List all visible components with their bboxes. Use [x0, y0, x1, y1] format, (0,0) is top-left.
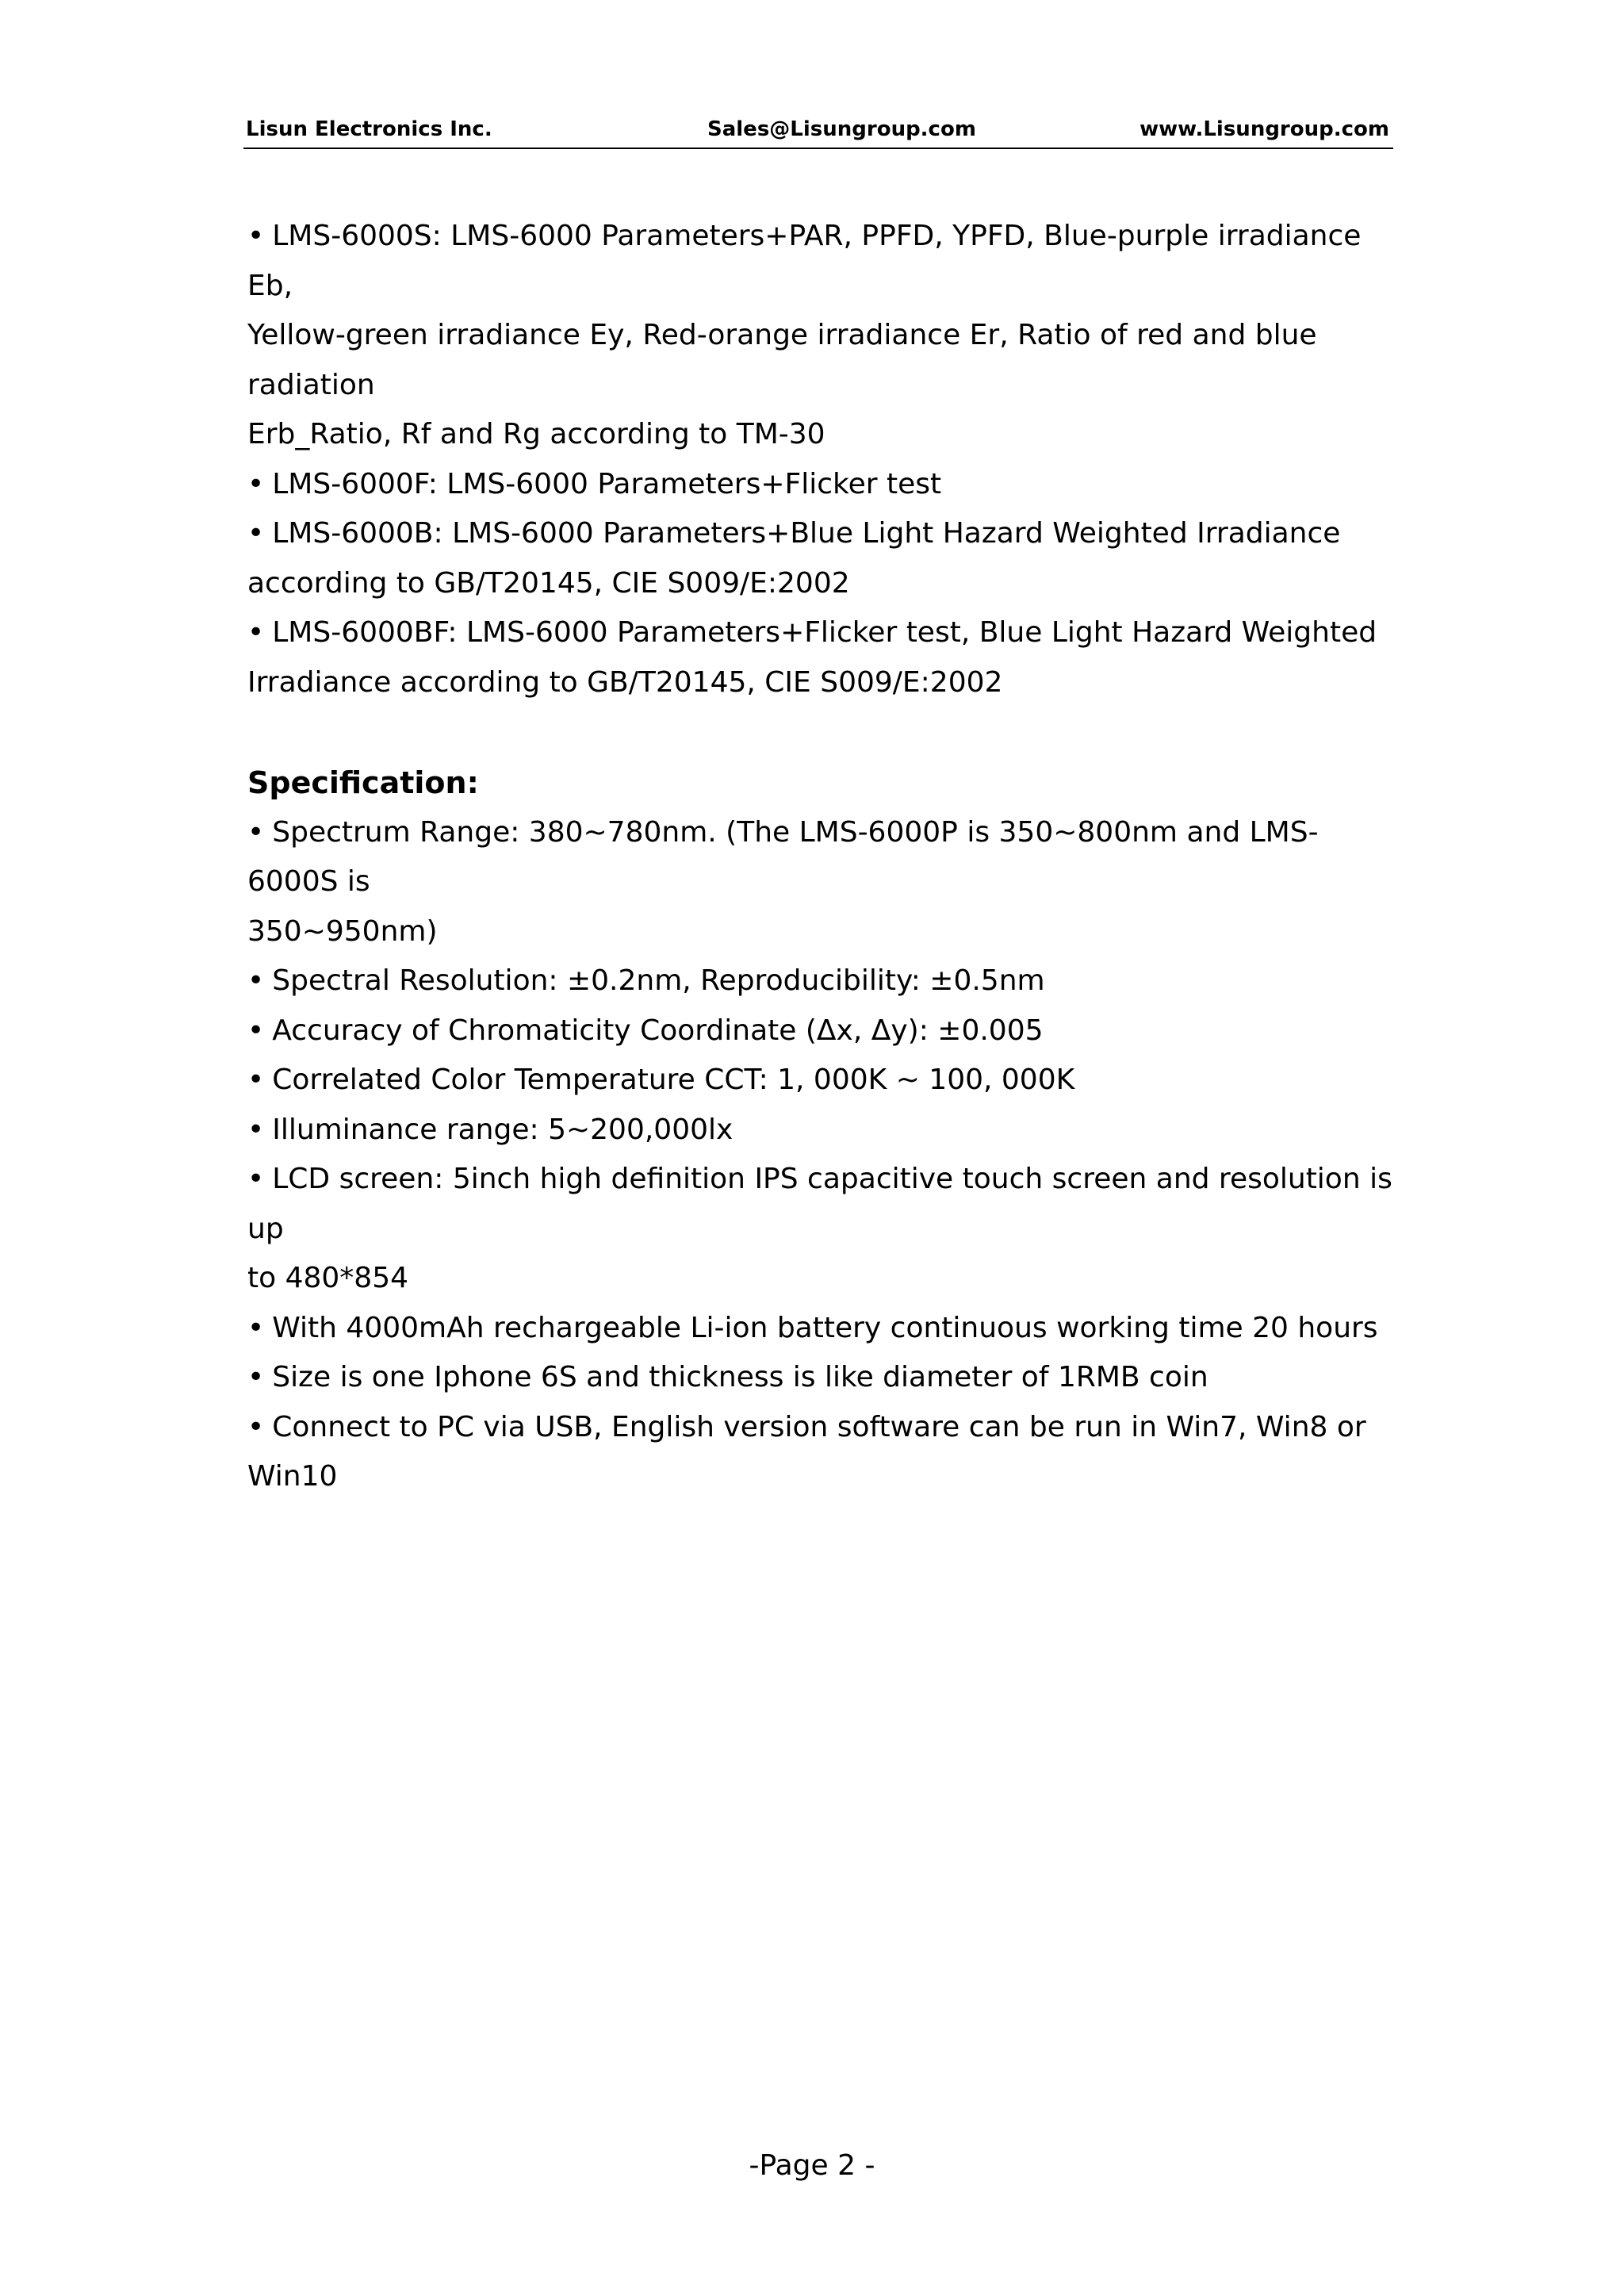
spec-item-lcd-screen — [247, 1155, 1396, 1304]
bullet: • — [247, 467, 265, 500]
text-line — [247, 1056, 1396, 1106]
model-list — [247, 212, 1396, 707]
specification-heading: Specification: — [247, 765, 479, 800]
model-item-lms-6000bf — [247, 608, 1396, 707]
spec-item-size — [247, 1353, 1396, 1403]
bullet: • — [247, 964, 265, 997]
text-line: 350~950nm) — [247, 914, 438, 948]
line-text: Accuracy of Chromaticity Coordinate (Δx, Δy): ±0.005 — [272, 1014, 1044, 1047]
text-line — [247, 1006, 1396, 1056]
specification-section — [247, 758, 1396, 1502]
text-line — [247, 956, 1396, 1006]
text-line — [247, 608, 1396, 658]
text-line: Win10 — [247, 1460, 338, 1493]
spec-item-cct — [247, 1056, 1396, 1106]
text-line — [247, 509, 1396, 559]
spec-item-chromaticity-accuracy — [247, 1006, 1396, 1056]
bullet: • — [247, 616, 265, 649]
bullet: • — [247, 1410, 265, 1443]
text-line — [247, 1304, 1396, 1354]
line-text: LCD screen: 5inch high definition IPS capacitive touch screen and resolution is up — [247, 1163, 1392, 1245]
bullet: • — [247, 1014, 265, 1047]
text-line — [247, 1106, 1396, 1156]
line-text: LMS-6000F: LMS-6000 Parameters+Flicker test — [272, 467, 942, 500]
text-line: according to GB/T20145, CIE S009/E:2002 — [247, 566, 850, 600]
spec-item-spectrum-range — [247, 808, 1396, 957]
line-text: LMS-6000BF: LMS-6000 Parameters+Flicker test, Blue Light Hazard Weighted — [272, 616, 1377, 649]
line-text: With 4000mAh rechargeable Li-ion battery continuous working time 20 hours — [272, 1311, 1378, 1344]
line-text: Spectral Resolution: ±0.2nm, Reproducibility: ±0.5nm — [272, 964, 1045, 997]
spec-item-illuminance-range — [247, 1106, 1396, 1156]
text-line — [247, 1155, 1396, 1254]
page-header — [243, 116, 1393, 149]
text-line: Irradiance according to GB/T20145, CIE S009/E:2002 — [247, 665, 1003, 699]
line-text: LMS-6000S: LMS-6000 Parameters+PAR, PPFD, YPFD, Blue-purple irradiance Eb, — [247, 220, 1362, 302]
line-text: Illuminance range: 5~200,000lx — [272, 1113, 733, 1146]
header-email: Sales@Lisungroup.com — [707, 117, 976, 141]
spec-item-battery — [247, 1304, 1396, 1354]
text-line — [247, 212, 1396, 311]
text-line: to 480*854 — [247, 1262, 409, 1294]
bullet: • — [247, 815, 265, 849]
text-line: Erb_Ratio, Rf and Rg according to TM-30 — [247, 418, 825, 450]
text-line — [247, 808, 1396, 907]
model-item-lms-6000s — [247, 212, 1396, 460]
line-text: LMS-6000B: LMS-6000 Parameters+Blue Light Hazard Weighted Irradiance — [272, 517, 1341, 550]
page-number: -Page 2 - — [749, 2149, 875, 2182]
model-item-lms-6000b — [247, 509, 1396, 608]
text-line — [247, 460, 1396, 510]
line-text: Connect to PC via USB, English version software can be run in Win7, Win8 or — [272, 1410, 1366, 1443]
bullet: • — [247, 1311, 265, 1344]
page-content — [247, 212, 1396, 1502]
header-company-name: Lisun Electronics Inc. — [246, 117, 492, 141]
bullet: • — [247, 1361, 265, 1393]
spec-item-pc-connection — [247, 1403, 1396, 1502]
line-text: Size is one Iphone 6S and thickness is like diameter of 1RMB coin — [272, 1361, 1208, 1393]
spec-item-spectral-resolution — [247, 956, 1396, 1006]
bullet: • — [247, 1163, 265, 1195]
header-website: www.Lisungroup.com — [1139, 117, 1389, 141]
section-spacer — [247, 707, 1396, 758]
bullet: • — [247, 220, 265, 252]
line-text: Spectrum Range: 380~780nm. (The LMS-6000P is 350~800nm and LMS-6000S is — [247, 815, 1319, 898]
bullet: • — [247, 517, 265, 550]
text-line: Yellow-green irradiance Ey, Red-orange irradiance Er, Ratio of red and blue radiation — [247, 319, 1317, 401]
page-footer — [0, 2149, 1624, 2182]
line-text: Correlated Color Temperature CCT: 1, 000K ~ 100, 000K — [272, 1064, 1075, 1096]
bullet: • — [247, 1064, 265, 1096]
model-item-lms-6000f — [247, 460, 1396, 510]
text-line — [247, 1403, 1396, 1453]
bullet: • — [247, 1113, 265, 1146]
text-line — [247, 1353, 1396, 1403]
